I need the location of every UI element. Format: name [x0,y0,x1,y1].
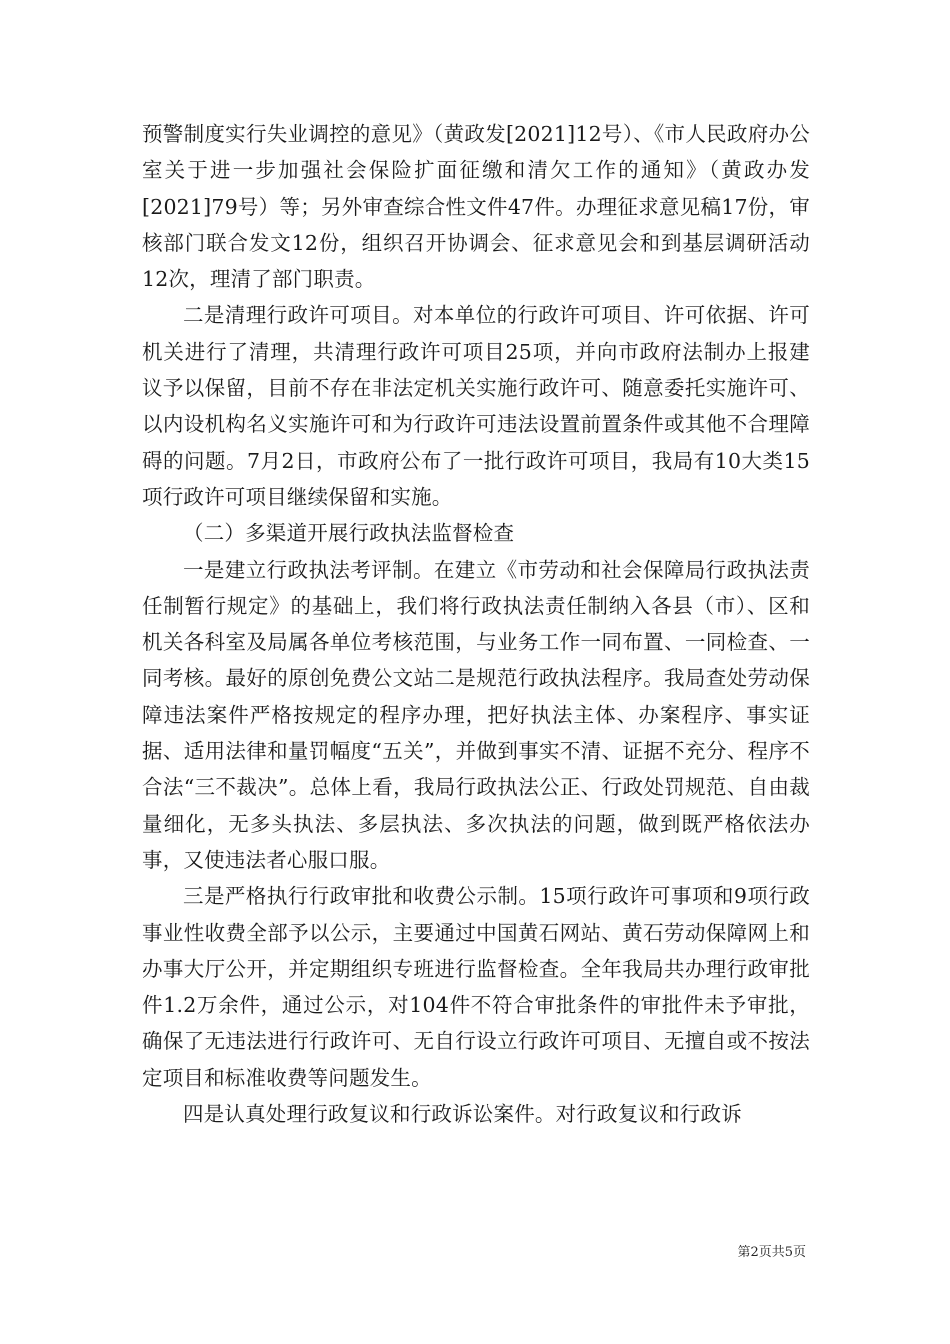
paragraph-approval-disclosure: 三是严格执行行政审批和收费公示制。15项行政许可事项和9项行政事业性收费全部予以公示，主要通过中国黄石网站、黄石劳动保障网上和办事大厅公开，并定期组织专班进行监督检查。全年我局共办理行政审批件1.2万余件，通过公示，对104件不符合审批条件的审批件未予审批，确保了无违法进行行政许可、无自行设立行政许可项目、无擅自或不按法定项目和标准收费等问题发生。 [142,884,810,1090]
document-body [142,116,810,1132]
paragraph-enforcement-evaluation: 一是建立行政执法考评制。在建立《市劳动和社会保障局行政执法责任制暂行规定》的基础上，我们将行政执法责任制纳入各县（市）、区和机关各科室及局属各单位考核范围，与业务工作一同布置、一同检查、一同考核。最好的原创免费公文站二是规范行政执法程序。我局查处劳动保障违法案件严格按规定的程序办理，把好执法主体、办案程序、事实证据、适用法律和量罚幅度“五关”，并做到事实不清、证据不充分、程序不合法“三不裁决”。总体上看，我局行政执法公正、行政处罚规范、自由裁量细化，无多头执法、多层执法、多次执法的问题，做到既严格依法办事，又使违法者心服口服。 [142,557,810,872]
section-heading: （二）多渠道开展行政执法监督检查 [183,521,515,546]
paragraph-licensing-cleanup: 二是清理行政许可项目。对本单位的行政许可项目、许可依据、许可机关进行了清理，共清理行政许可项目25项，并向市政府法制办上报建议予以保留，目前不存在非法定机关实施行政许可、随意委托实施许可、以内设机构名义实施许可和为行政许可违法设置前置条件或其他不合理障碍的问题。7月2日，市政府公布了一批行政许可项目，我局有10大类15项行政许可项目继续保留和实施。 [142,303,810,509]
page-number: 第2页共5页 [737,1245,806,1260]
paragraph-continuation: 预警制度实行失业调控的意见》（黄政发[2021]12号）、《市人民政府办公室关于进一步加强社会保险扩面征缴和清欠工作的通知》（黄政办发[2021]79号）等；另外审查综合性文件47件。办理征求意见稿17份，审核部门联合发文12份，组织召开协调会、征求意见会和到基层调研活动12次，理清了部门职责。 [142,122,810,292]
paragraph-review-litigation: 四是认真处理行政复议和行政诉讼案件。对行政复议和行政诉 [183,1102,742,1127]
